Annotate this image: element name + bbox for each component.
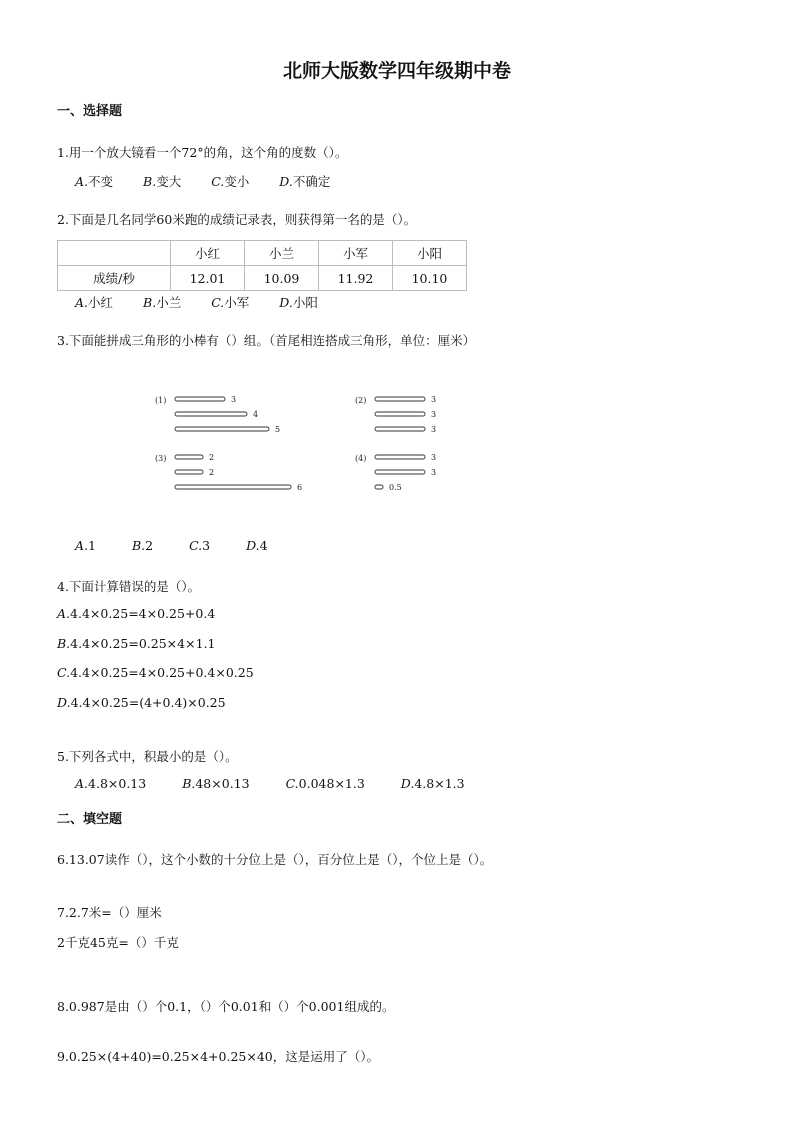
- q2-option-a[interactable]: A.小红: [75, 295, 114, 310]
- question-2-stem: 2.下面是几名同学60米跑的成绩记录表，则获得第一名的是（）。: [57, 212, 417, 227]
- question-1-stem: 1.用一个放大镜看一个72°的角，这个角的度数（）。: [57, 145, 348, 160]
- table-cell: 10.10: [393, 266, 467, 291]
- stick-length-label: 3: [431, 468, 437, 477]
- question-5-stem: 5.下列各式中，积最小的是（）。: [57, 749, 238, 764]
- question-9-stem: 9.0.25×(4+40)=0.25×4+0.25×40，这是运用了（）。: [57, 1049, 379, 1064]
- stick-length-label: 2: [209, 468, 215, 477]
- question-4-stem: 4.下面计算错误的是（）。: [57, 579, 201, 594]
- stick-length-label: 6: [297, 483, 303, 492]
- q3-option-b[interactable]: B.2: [131, 538, 154, 553]
- table-header-cell: 小红: [171, 241, 245, 266]
- stick-figure: [140, 385, 460, 500]
- question-3-options: [75, 538, 294, 553]
- q3-option-a[interactable]: A.1: [75, 538, 96, 553]
- q4-option-a[interactable]: A.4.4×0.25=4×0.25+0.4: [57, 606, 216, 621]
- table-cell: 11.92: [319, 266, 393, 291]
- stick: [375, 485, 383, 489]
- stick: [375, 427, 425, 431]
- table-cell: 10.09: [245, 266, 319, 291]
- page-title: 北师大版数学四年级期中卷: [282, 60, 511, 82]
- question-8-stem: 8.0.987是由（）个0.1，（）个0.01和（）个0.001组成的。: [57, 999, 395, 1014]
- stick: [175, 427, 269, 431]
- q1-option-b[interactable]: B.变大: [143, 174, 182, 189]
- q2-option-c[interactable]: C.小军: [211, 295, 250, 310]
- q1-option-d[interactable]: D.不确定: [279, 174, 331, 189]
- table-row: [58, 266, 467, 291]
- table-cell: 12.01: [171, 266, 245, 291]
- table-header-cell: [58, 241, 171, 266]
- q4-option-d[interactable]: D.4.4×0.25=(4+0.4)×0.25: [57, 695, 226, 710]
- q2-option-d[interactable]: D.小阳: [279, 295, 318, 310]
- stick-group-label: (1): [155, 396, 167, 405]
- section-fill-heading: 二、填空题: [57, 812, 123, 827]
- table-header-cell: 小阳: [393, 241, 467, 266]
- stick: [175, 470, 203, 474]
- stick-length-label: 2: [209, 453, 215, 462]
- q4-option-c[interactable]: C.4.4×0.25=4×0.25+0.4×0.25: [57, 665, 254, 680]
- q5-option-c[interactable]: C.0.048×1.3: [285, 776, 365, 791]
- stick-group-label: (2): [355, 396, 367, 405]
- stick-group-label: (3): [155, 454, 167, 463]
- stick: [175, 397, 225, 401]
- table-header-cell: 小军: [319, 241, 393, 266]
- question-3-stem: 3.下面能拼成三角形的小棒有（）组。（首尾相连搭成三角形，单位：厘米）: [57, 333, 476, 348]
- stick: [175, 455, 203, 459]
- stick-length-label: 3: [231, 395, 237, 404]
- stick: [175, 485, 291, 489]
- score-table: [57, 240, 467, 291]
- question-5-options: [75, 776, 491, 791]
- q1-option-a[interactable]: A.不变: [75, 174, 114, 189]
- stick-length-label: 3: [431, 425, 437, 434]
- stick: [375, 412, 425, 416]
- stick: [375, 455, 425, 459]
- q5-option-d[interactable]: D.4.8×1.3: [400, 776, 465, 791]
- stick-length-label: 5: [275, 425, 281, 434]
- table-header-row: [58, 241, 467, 266]
- stick: [375, 470, 425, 474]
- section-choice-heading: 一、选择题: [57, 104, 123, 119]
- table-header-cell: 小兰: [245, 241, 319, 266]
- q2-option-b[interactable]: B.小兰: [143, 295, 182, 310]
- question-2-options: [75, 293, 344, 311]
- stick-length-label: 0.5: [389, 483, 402, 492]
- stick-length-label: 3: [431, 395, 437, 404]
- q4-option-b[interactable]: B.4.4×0.25=0.25×4×1.1: [57, 636, 216, 651]
- stick: [375, 397, 425, 401]
- question-7b-stem: 2千克45克=（）千克: [57, 935, 179, 950]
- stick: [175, 412, 247, 416]
- question-6-stem: 6.13.07读作（），这个小数的十分位上是（），百分位上是（），个位上是（）。: [57, 852, 493, 867]
- table-row-label: 成绩/秒: [58, 266, 171, 291]
- q5-option-a[interactable]: A.4.8×0.13: [75, 776, 147, 791]
- q3-option-c[interactable]: C.3: [189, 538, 211, 553]
- stick-length-label: 4: [253, 410, 259, 419]
- question-7a-stem: 7.2.7米=（）厘米: [57, 905, 162, 920]
- q3-option-d[interactable]: D.4: [246, 538, 268, 553]
- stick-length-label: 3: [431, 410, 437, 419]
- q1-option-c[interactable]: C.变小: [211, 174, 250, 189]
- q5-option-b[interactable]: B.48×0.13: [182, 776, 250, 791]
- stick-length-label: 3: [431, 453, 437, 462]
- question-1-options: [75, 172, 356, 190]
- stick-group-label: (4): [355, 454, 367, 463]
